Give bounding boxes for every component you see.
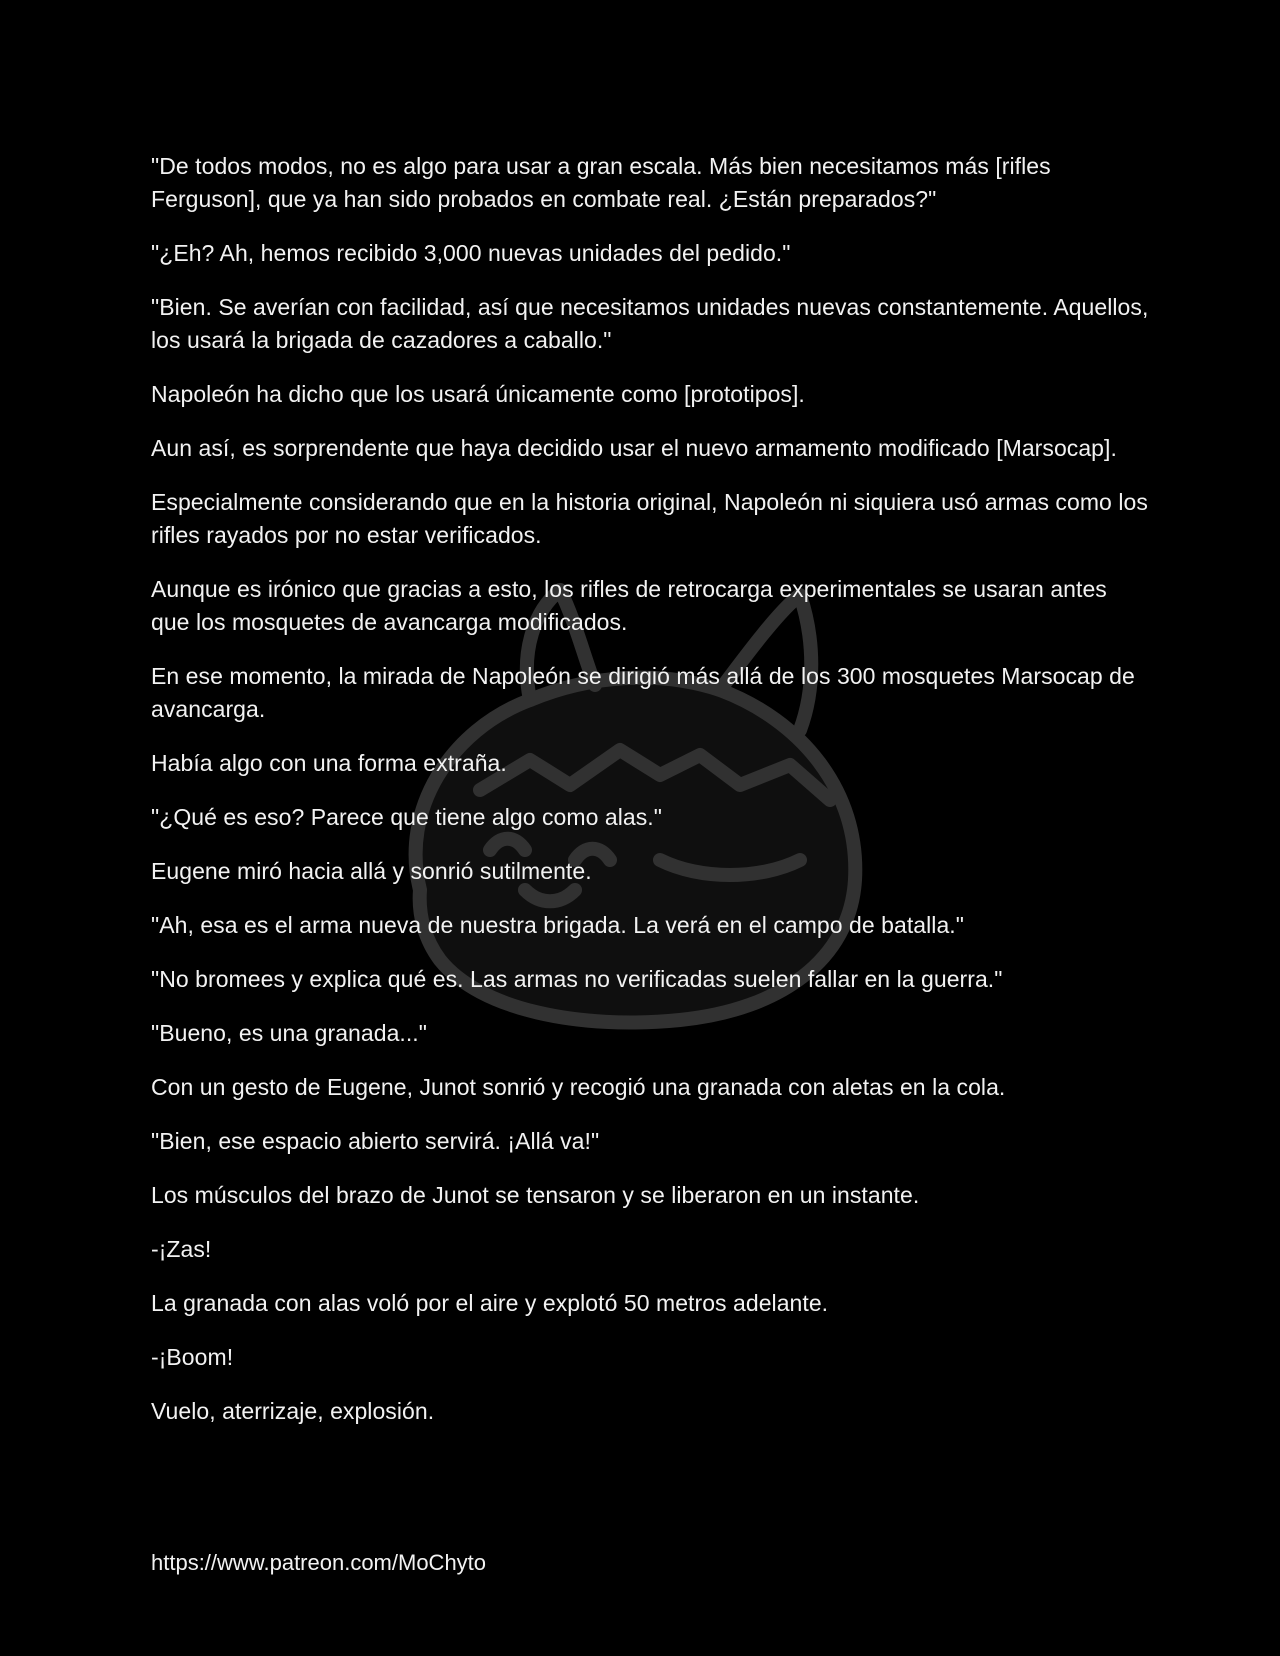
- paragraph: "¿Eh? Ah, hemos recibido 3,000 nuevas unidades del pedido.": [151, 240, 791, 266]
- paragraph: "¿Qué es eso? Parece que tiene algo como alas.": [151, 804, 662, 830]
- paragraph: -¡Boom!: [151, 1344, 234, 1370]
- paragraph: "De todos modos, no es algo para usar a gran escala. Más bien necesitamos más [rifles Ferguson], que ya han sido probados en combate real. ¿Están preparados?": [151, 153, 1051, 212]
- paragraph: "Bien. Se averían con facilidad, así que necesitamos unidades nuevas constantemente. Aquellos, los usará la brigada de cazadores a caballo.": [151, 294, 1149, 353]
- paragraph: -¡Zas!: [151, 1236, 212, 1262]
- paragraph: "No bromees y explica qué es. Las armas no verificadas suelen fallar en la guerra.": [151, 966, 1003, 992]
- paragraph: "Bien, ese espacio abierto servirá. ¡Allá va!": [151, 1128, 600, 1154]
- paragraph: "Ah, esa es el arma nueva de nuestra brigada. La verá en el campo de batalla.": [151, 912, 964, 938]
- paragraph: Con un gesto de Eugene, Junot sonrió y recogió una granada con aletas en la cola.: [151, 1074, 1006, 1100]
- paragraph: Aunque es irónico que gracias a esto, los rifles de retrocarga experimentales se usaran antes que los mosquetes de avancarga modificados.: [151, 576, 1107, 635]
- paragraph: La granada con alas voló por el aire y explotó 50 metros adelante.: [151, 1290, 829, 1316]
- chapter-text: [151, 150, 1151, 1449]
- paragraph: Vuelo, aterrizaje, explosión.: [151, 1398, 435, 1424]
- paragraph: "Bueno, es una granada...": [151, 1020, 427, 1046]
- paragraph: Los músculos del brazo de Junot se tensaron y se liberaron en un instante.: [151, 1182, 920, 1208]
- paragraph: Eugene miró hacia allá y sonrió sutilmente.: [151, 858, 592, 884]
- paragraph: Especialmente considerando que en la historia original, Napoleón ni siquiera usó armas como los rifles rayados por no estar verificados.: [151, 489, 1148, 548]
- paragraph: En ese momento, la mirada de Napoleón se dirigió más allá de los 300 mosquetes Marsocap de avancarga.: [151, 663, 1135, 722]
- patreon-link[interactable]: https://www.patreon.com/MoChyto: [151, 1550, 487, 1575]
- paragraph: Aun así, es sorprendente que haya decidido usar el nuevo armamento modificado [Marsocap].: [151, 435, 1117, 461]
- paragraph: Napoleón ha dicho que los usará únicamente como [prototipos].: [151, 381, 805, 407]
- paragraph: Había algo con una forma extraña.: [151, 750, 507, 776]
